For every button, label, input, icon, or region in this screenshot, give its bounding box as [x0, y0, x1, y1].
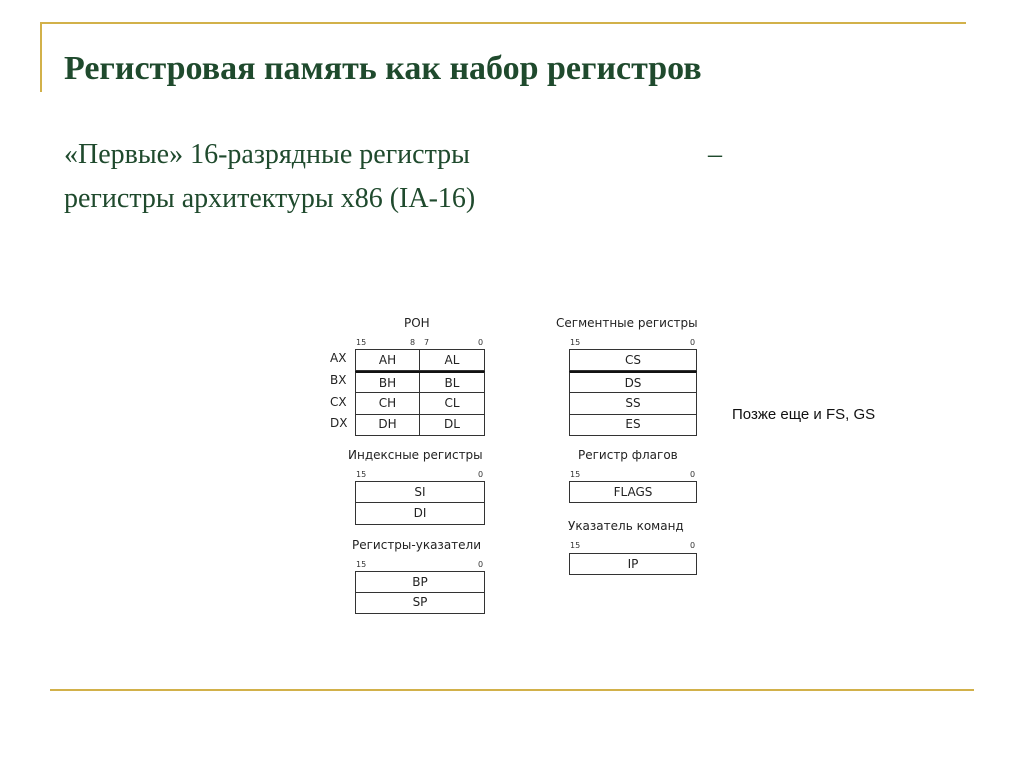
gpr-ch: CH [356, 393, 420, 414]
subtitle-line-2: регистры архитектуры x86 (IA-16) [64, 183, 476, 214]
index-row-si: SI [355, 481, 485, 503]
gpr-row-dx [355, 414, 485, 436]
gpr-name-dx: DX [330, 416, 348, 430]
gpr-cl: CL [444, 396, 460, 410]
gpr-ah: AH [356, 350, 420, 370]
gpr-name-ax: AX [330, 351, 347, 365]
index-heading: Индексные регистры [348, 448, 483, 462]
subtitle-line-1: «Первые» 16-разрядные регистры [64, 139, 470, 170]
frame-bottom-rule [50, 689, 974, 691]
segment-row-cs: CS [569, 349, 697, 371]
gpr-bit-7: 7 [424, 338, 430, 347]
segment-row-es: ES [569, 414, 697, 436]
frame-left-rule [40, 22, 42, 92]
gpr-bh: BH [356, 373, 420, 392]
ip-heading: Указатель команд [568, 519, 684, 533]
pointer-heading: Регистры-указатели [352, 538, 482, 552]
index-bit-15: 15 [356, 470, 367, 479]
frame-top-rule [40, 22, 966, 24]
gpr-heading: РОН [404, 316, 430, 330]
slide-title: Регистровая память как набор регистров [64, 50, 702, 87]
gpr-bit-8: 8 [410, 338, 416, 347]
segment-row-ss: SS [569, 393, 697, 415]
pointer-bit-15: 15 [356, 560, 367, 569]
ip-bit-0: 0 [690, 541, 696, 550]
flags-bit-0: 0 [690, 470, 696, 479]
gpr-row-bx [355, 371, 485, 393]
segment-row-ds: DS [569, 371, 697, 393]
gpr-name-bx: BX [330, 373, 347, 387]
pointer-row-bp: BP [355, 571, 485, 593]
pointer-bit-0: 0 [478, 560, 484, 569]
gpr-row-cx [355, 393, 485, 415]
ip-row: IP [569, 553, 697, 575]
index-row-di: DI [355, 503, 485, 525]
index-bit-0: 0 [478, 470, 484, 479]
gpr-bl: BL [444, 376, 460, 390]
segment-bit-0: 0 [690, 338, 696, 347]
segment-bit-15: 15 [570, 338, 581, 347]
gpr-al: AL [444, 353, 460, 367]
note-text: Позже еще и FS, GS [732, 406, 876, 423]
pointer-row-sp: SP [355, 592, 485, 614]
gpr-bit-0: 0 [478, 338, 484, 347]
gpr-bit-15: 15 [356, 338, 367, 347]
flags-heading: Регистр флагов [578, 448, 678, 462]
flags-bit-15: 15 [570, 470, 581, 479]
ip-bit-15: 15 [570, 541, 581, 550]
gpr-dh: DH [356, 414, 420, 435]
segment-heading: Сегментные регистры [556, 316, 698, 330]
gpr-dl: DL [444, 417, 460, 431]
flags-row: FLAGS [569, 481, 697, 503]
gpr-name-cx: CX [330, 395, 347, 409]
subtitle-dash: – [708, 139, 722, 170]
gpr-row-ax [355, 349, 485, 371]
